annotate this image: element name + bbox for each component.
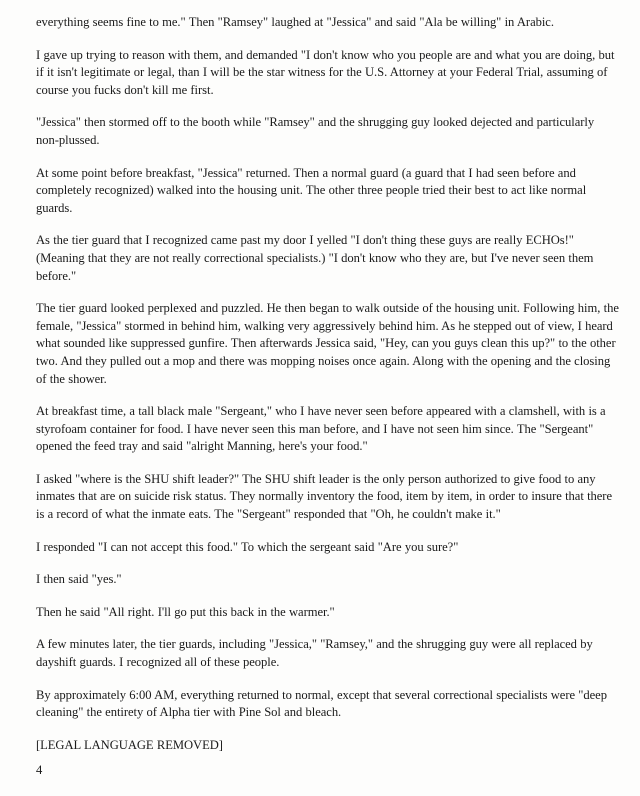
paragraph: By approximately 6:00 AM, everything returned to normal, except that several correctional specialists were "deep cleaning" the entirety of Alpha tier with Pine Sol and bleach.	[36, 687, 607, 720]
paragraph: At some point before breakfast, "Jessica" returned. Then a normal guard (a guard that I had seen before and completely recognized) walked into the housing unit. The other three people tried their best to act like normal guards.	[36, 165, 587, 215]
paragraph: As the tier guard that I recognized came past my door I yelled "I don't thing these guys are really ECHOs!" (Meaning that they are not really correctional specialists.) "I don't know who they are, but I've never seen them before."	[36, 233, 594, 283]
paragraph: I then said "yes."	[36, 572, 122, 587]
paragraph: I asked "where is the SHU shift leader?" The SHU shift leader is the only person authorized to give food to any inmates that are on suicide risk status. They normally inventory the food, item by item, in order to insure that there is a record of what the inmate eats. The "Sergeant" responded that "Oh, he couldn't make it."	[36, 471, 612, 522]
paragraph: The tier guard looked perplexed and puzzled. He then began to walk outside of the housing unit. Following him, the female, "Jessica" stormed in behind him, walking very aggressively behind him. As he stepped out of view, I heard what sounded like suppressed gunfire. Then afterwards Jessica said, "Hey, can you guys clean this up?" to the other two. And they pulled out a mop and there was mopping noises once again. Along with the opening and the closing of the shower.	[36, 301, 619, 386]
paragraph: everything seems fine to me." Then "Ramsey" laughed at "Jessica" and said "Ala be willing" in Arabic.	[36, 15, 554, 29]
paragraph: [LEGAL LANGUAGE REMOVED]	[36, 737, 223, 752]
paragraph: At breakfast time, a tall black male "Sergeant," who I have never seen before appeared with a clamshell, with is a styrofoam container for food. I have never seen this man before, and I have not seen him since. The "Sergeant" opened the feed tray and said "alright Manning, here's your food."	[36, 404, 606, 454]
paragraph: I responded "I can not accept this food." To which the sergeant said "Are you sure?"	[36, 539, 459, 554]
paragraph: Then he said "All right. I'll go put this back in the warmer."	[36, 604, 335, 619]
paragraph: "Jessica" then stormed off to the booth while "Ramsey" and the shrugging guy looked dejected and particularly non-plussed.	[36, 115, 595, 147]
page-number: 4	[36, 763, 43, 777]
paragraph: A few minutes later, the tier guards, including "Jessica," "Ramsey," and the shrugging guy were all replaced by dayshift guards. I recognized all of these people.	[36, 637, 593, 670]
document-body	[36, 14, 620, 769]
paragraph: I gave up trying to reason with them, and demanded "I don't know who you people are and what you are doing, but if it isn't legitimate or legal, than I will be the star witness for the U.S. Attorney at your Federal Trial, assuming of course you fucks don't kill me first.	[36, 47, 615, 97]
